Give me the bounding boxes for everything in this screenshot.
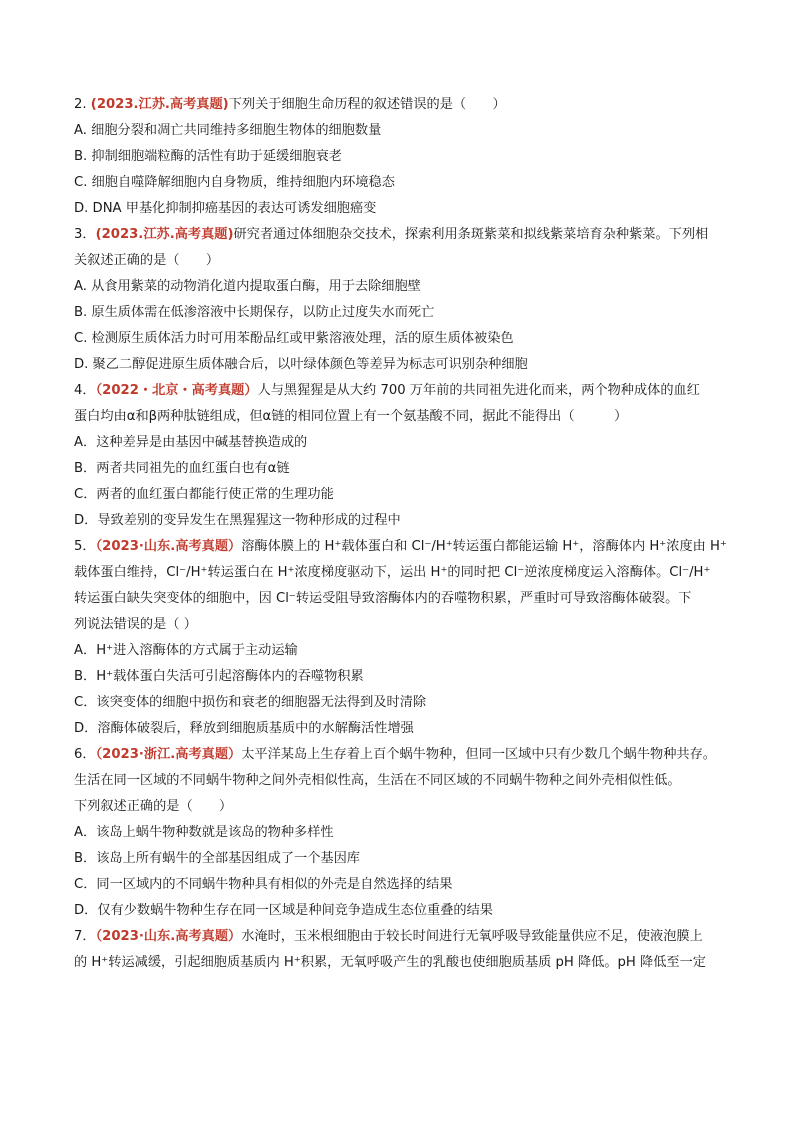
question-stem <box>74 222 724 248</box>
question-source: (2023.江苏.高考真题) <box>95 227 234 242</box>
question-stem <box>74 378 724 404</box>
question-2 <box>74 92 724 222</box>
option-a: A．这种差异是由基因中碱基替换造成的 <box>74 435 308 450</box>
stem-text: 的 H⁺转运减缓，引起细胞质基质内 H⁺积累，无氧呼吸产生的乳酸也使细胞质基质 pH 降低。pH 降低至一定 <box>74 955 706 970</box>
question-stem <box>74 924 724 950</box>
question-number: 6． <box>74 747 96 762</box>
option-d: D．仅有少数蜗牛物种生存在同一区域是种间竞争造成生态位重叠的结果 <box>74 903 493 918</box>
stem-text: 蛋白均由α和β两种肽链组成，但α链的相同位置上有一个氨基酸不同，据此不能得出（ ） <box>74 409 628 424</box>
option-c: C．两者的血红蛋白都能行使正常的生理功能 <box>74 487 334 502</box>
question-5 <box>74 534 727 742</box>
option-c: C．该突变体的细胞中损伤和衰老的细胞器无法得到及时清除 <box>74 695 427 710</box>
question-source: （2023·山东.高考真题） <box>95 539 242 554</box>
question-7 <box>74 924 724 976</box>
option-b: B．H⁺载体蛋白失活可引起溶酶体内的吞噬物积累 <box>74 669 364 684</box>
stem-text: 太平洋某岛上生存着上百个蜗牛物种，但同一区域中只有少数几个蜗牛物种共存。 <box>241 747 716 762</box>
option-d: D．导致差别的变异发生在黑猩猩这一物种形成的过程中 <box>74 513 401 528</box>
question-number: 5． <box>74 539 96 554</box>
stem-text: 溶酶体膜上的 H⁺载体蛋白和 Cl⁻/H⁺转运蛋白都能运输 H⁺，溶酶体内 H⁺浓度由 H⁺ <box>241 539 727 554</box>
stem-text: 转运蛋白缺失突变体的细胞中，因 Cl⁻转运受阻导致溶酶体内的吞噬物积累，严重时可导致溶酶体破裂。下 <box>74 591 692 606</box>
option-d: D．溶酶体破裂后，释放到细胞质基质中的水解酶活性增强 <box>74 721 414 736</box>
option-c: C. 细胞自噬降解细胞内自身物质，维持细胞内环境稳态 <box>74 175 395 190</box>
option-a: A．H⁺进入溶酶体的方式属于主动运输 <box>74 643 298 658</box>
question-4 <box>74 378 724 534</box>
question-number: 3． <box>74 227 96 242</box>
document-page <box>74 92 727 976</box>
question-source: （2023·浙江.高考真题） <box>95 747 242 762</box>
stem-text: 生活在同一区域的不同蜗牛物种之间外壳相似性高，生活在不同区域的不同蜗牛物种之间外壳相似性低。 <box>74 773 681 788</box>
option-a: A. 从食用紫菜的动物消化道内提取蛋白酶，用于去除细胞壁 <box>74 279 421 294</box>
option-b: B. 原生质体需在低渗溶液中长期保存，以防止过度失水而死亡 <box>74 305 435 320</box>
question-6 <box>74 742 724 924</box>
option-c: C．同一区域内的不同蜗牛物种具有相似的外壳是自然选择的结果 <box>74 877 453 892</box>
question-source: （2022・北京・高考真题） <box>95 383 258 398</box>
question-number: 2. <box>74 97 87 112</box>
question-stem <box>74 92 724 118</box>
option-b: B. 抑制细胞端粒酶的活性有助于延缓细胞衰老 <box>74 149 342 164</box>
stem-text: 下列叙述正确的是（ ） <box>74 799 233 814</box>
option-b: B．该岛上所有蜗牛的全部基因组成了一个基因库 <box>74 851 360 866</box>
option-b: B．两者共同祖先的血红蛋白也有α链 <box>74 461 290 476</box>
question-source: （2023·山东.高考真题） <box>95 929 242 944</box>
question-number: 7． <box>74 929 96 944</box>
question-stem <box>74 534 727 560</box>
stem-text: 研究者通过体细胞杂交技术，探索利用条斑紫菜和拟线紫菜培育杂种紫菜。下列相 <box>233 227 709 242</box>
stem-text: 人与黑猩猩是从大约 700 万年前的共同祖先进化而来，两个物种成体的血红 <box>257 383 700 398</box>
stem-text: 列说法错误的是（ ） <box>74 617 197 632</box>
stem-text: 水淹时，玉米根细胞由于较长时间进行无氧呼吸导致能量供应不足，使液泡膜上 <box>241 929 703 944</box>
stem-text: 载体蛋白维持，Cl⁻/H⁺转运蛋白在 H⁺浓度梯度驱动下，运出 H⁺的同时把 Cl⁻逆浓度梯度运入溶酶体。Cl⁻/H⁺ <box>74 565 711 580</box>
option-c: C. 检测原生质体活力时可用苯酚品红或甲紫溶液处理，活的原生质体被染色 <box>74 331 514 346</box>
stem-text: 下列关于细胞生命历程的叙述错误的是（ ） <box>228 97 506 112</box>
option-a: A. 细胞分裂和凋亡共同维持多细胞生物体的细胞数量 <box>74 123 382 138</box>
question-number: 4． <box>74 383 96 398</box>
option-a: A．该岛上蜗牛物种数就是该岛的物种多样性 <box>74 825 334 840</box>
question-stem <box>74 742 724 768</box>
stem-text: 关叙述正确的是（ ） <box>74 253 220 268</box>
option-d: D. 聚乙二醇促进原生质体融合后，以叶绿体颜色等差异为标志可识别杂种细胞 <box>74 357 528 372</box>
option-d: D. DNA 甲基化抑制抑癌基因的表达可诱发细胞癌变 <box>74 201 377 216</box>
question-3 <box>74 222 724 378</box>
question-source: (2023.江苏.高考真题) <box>90 97 229 112</box>
